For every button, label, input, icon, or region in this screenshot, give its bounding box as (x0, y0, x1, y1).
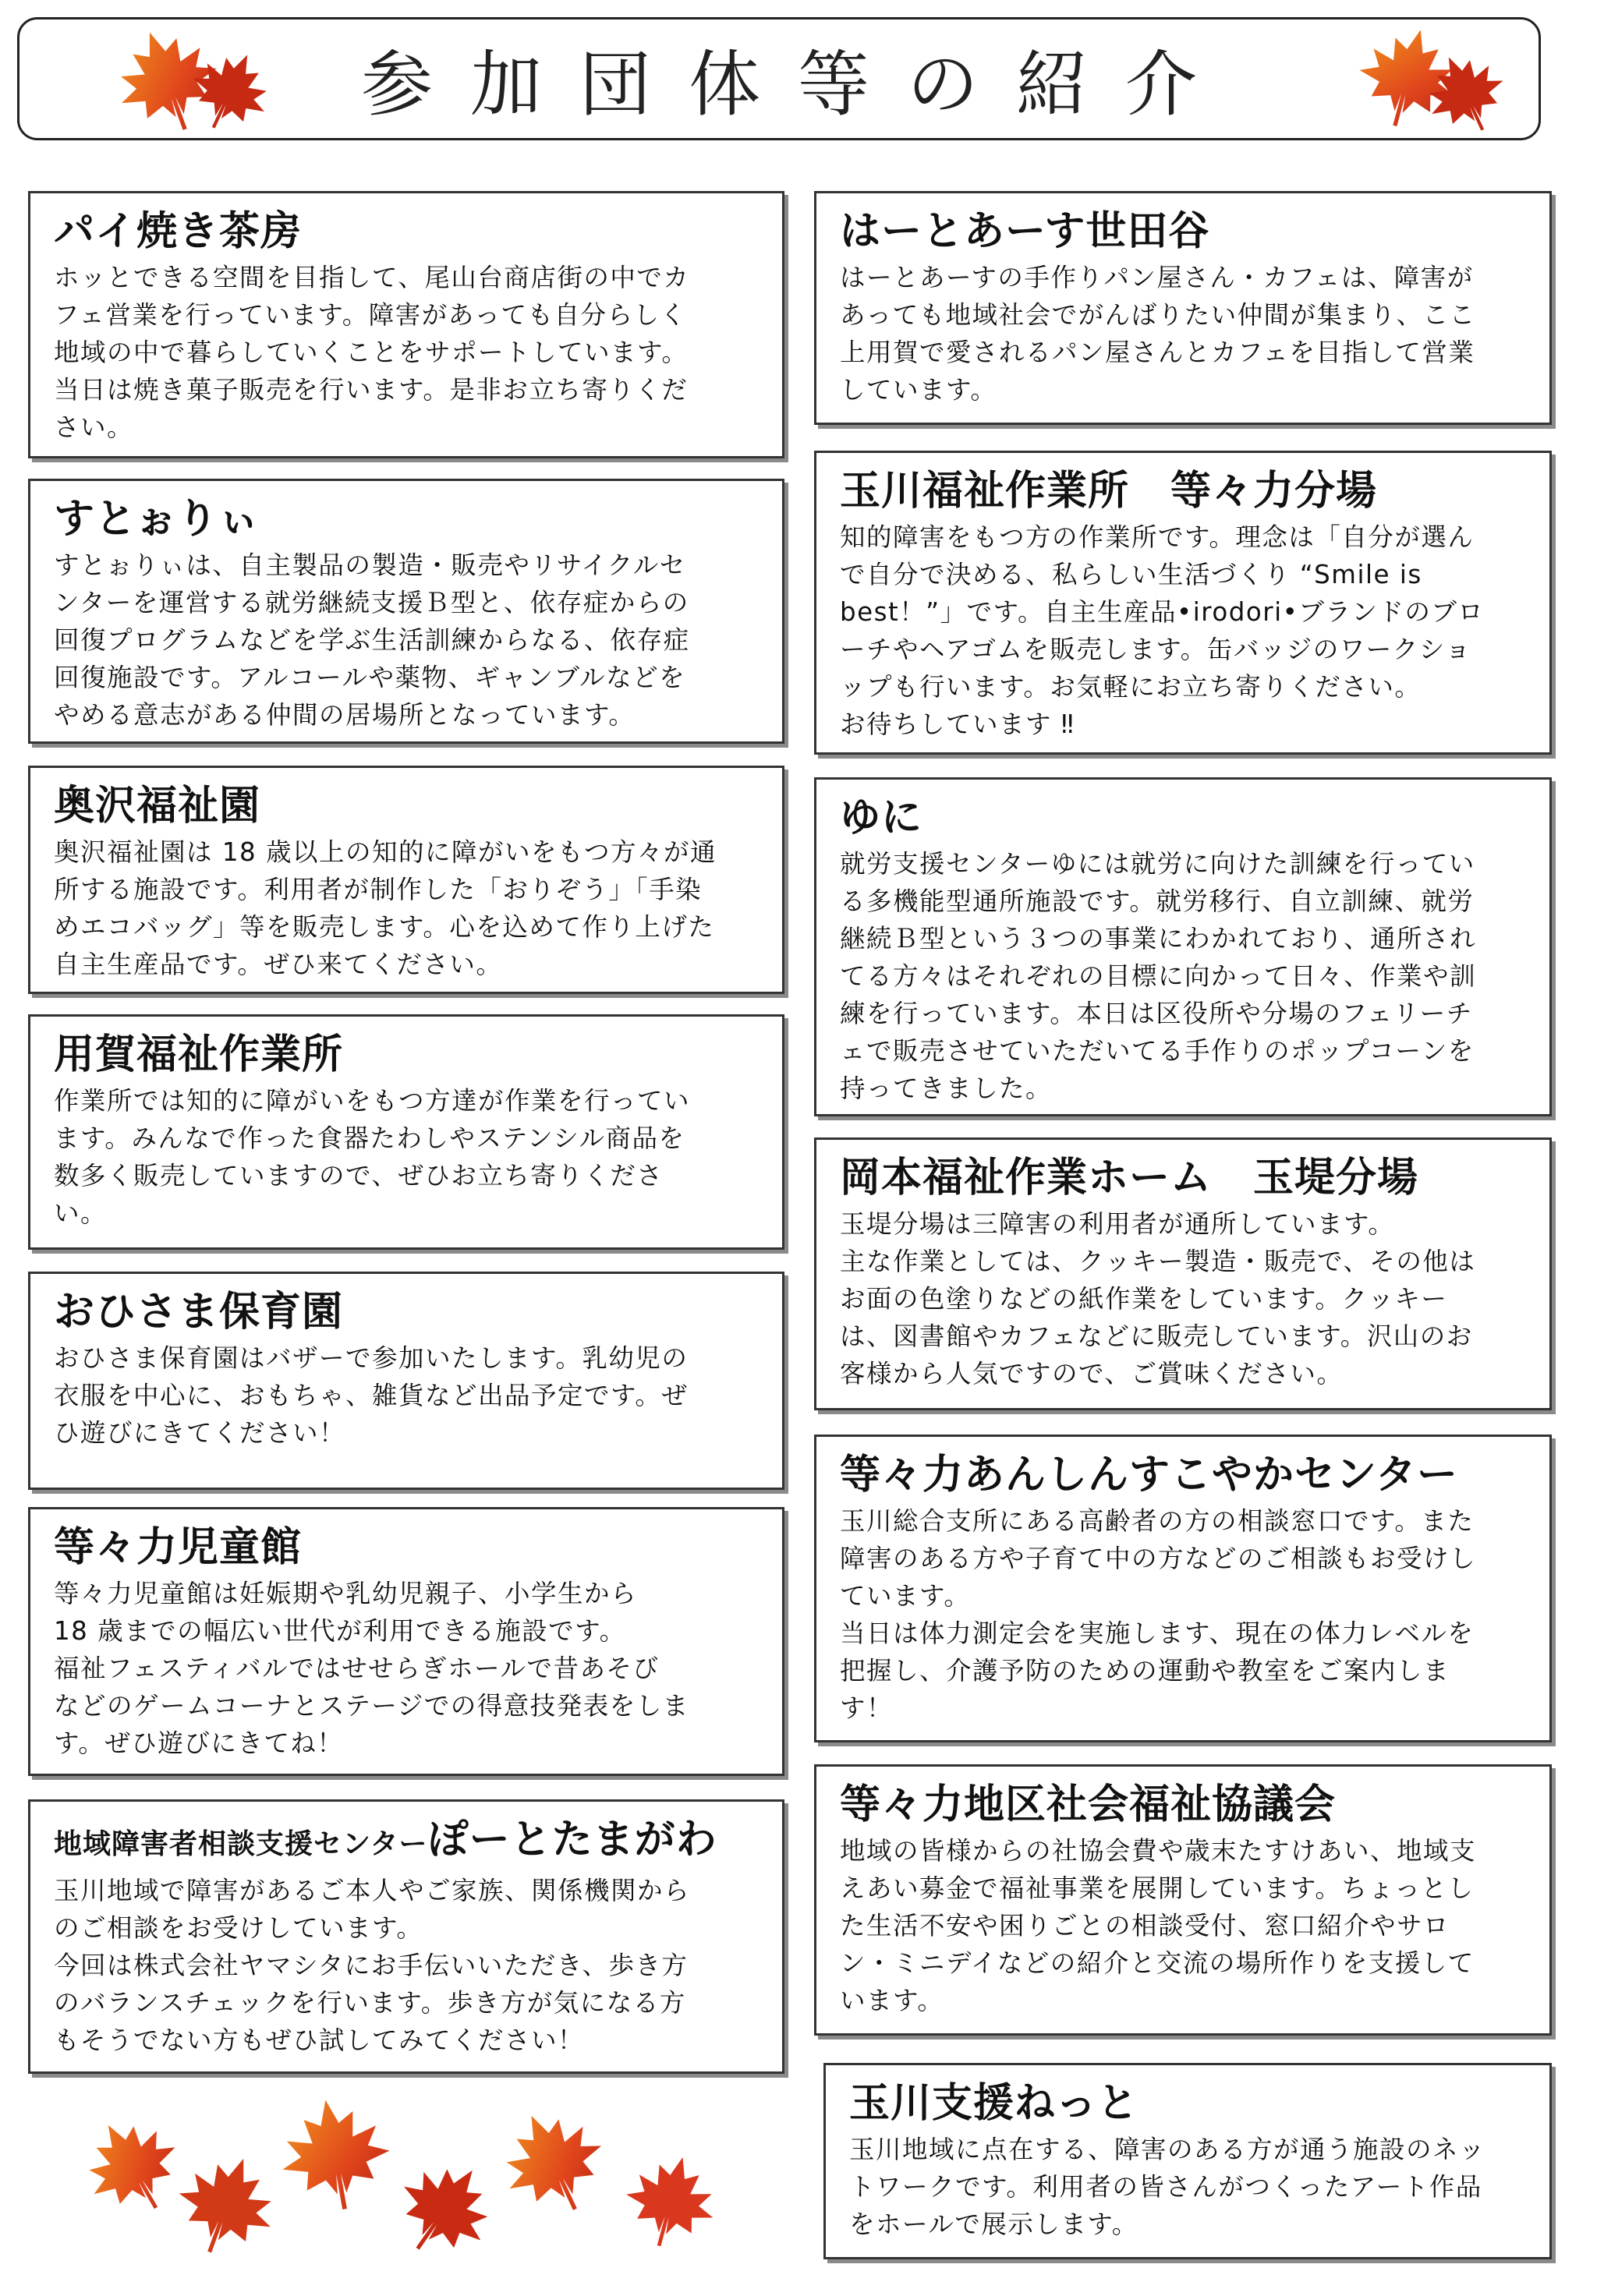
group-description: 等々力児童館は妊娠期や乳幼児親子、小学生から 18 歳までの幅広い世代が利用できる施設です。 福祉フェスティバルではせせらぎホールで昔あそび などのゲームコーナとステージでの得意技発表をしま す。ぜひ遊びにきてね！ (54, 1579, 689, 1758)
group-card (28, 1272, 784, 1490)
group-card (28, 766, 784, 994)
maple-leaf-icon (1330, 23, 1532, 143)
group-card (823, 2063, 1552, 2259)
group-name: はーとあーす世田谷 (840, 208, 1210, 255)
group-description: おひさま保育園はバザーで参加いたします。乳幼児の 衣服を中心に、おもちゃ、雑貨など出品予定です。ぜ ひ遊びにきてください！ (54, 1343, 689, 1448)
group-name: 等々力あんしんすこやかセンター (840, 1452, 1458, 1498)
group-description: すとぉりぃは、自主製品の製造・販売やリサイクルセ ンターを運営する就労継続支援Ｂ型と、依存症からの 回復プログラムなどを学ぶ生活訓練からなる、依存症 回復施設です。アルコールや薬物、ギャンブルなどを やめる意志がある仲間の居場所となっています。 (54, 550, 690, 730)
group-card (814, 777, 1552, 1116)
group-name: ゆに (840, 794, 923, 841)
group-card (28, 191, 784, 458)
group-name-main: ぽーとたまがわ (427, 1817, 717, 1863)
group-name: 等々力地区社会福祉協議会 (840, 1781, 1337, 1828)
group-description: 奥沢福祉園は 18 歳以上の知的に障がいをもつ方々が通 所する施設です。利用者が制作した「おりぞう」「手染 めエコバッグ」等を販売します。心を込めて作り上げた 自主生産品です。ぜひ来てください。 (54, 837, 717, 979)
group-name (54, 1814, 759, 1870)
group-name: 奥沢福祉園 (54, 783, 261, 830)
group-name: 玉川支援ねっと (849, 2080, 1139, 2127)
group-name: 岡本福祉作業ホーム 玉堤分場 (840, 1155, 1419, 1201)
group-description: 玉堤分場は三障害の利用者が通所しています。 主な作業としては、クッキー製造・販売で、その他は お面の色塗りなどの紙作業をしています。クッキー は、図書館やカフェなどに販売しています。沢山のお 客様から人気ですので、ご賞味ください。 (840, 1209, 1476, 1389)
group-description: 玉川地域に点在する、障害のある方が通う施設のネッ トワークです。利用者の皆さんがつくったアート作品 をホールで展示します。 (849, 2135, 1486, 2239)
group-description: ホッとできる空間を目指して、尾山台商店街の中でカ フェ営業を行っています。障害があっても自分らしく 地域の中で暮らしていくことをサポートしています。 当日は焼き菓子販売を行います。是非お立ち寄りくだ さい。 (54, 263, 690, 442)
group-name: 玉川福祉作業所 等々力分場 (840, 468, 1378, 515)
group-description: 玉川総合支所にある高齢者の方の相談窓口です。また 障害のある方や子育て中の方などのご相談もお受けし ています。 当日は体力測定会を実施します、現在の体力レベルを 把握し、介護予防のための運動や教室をご案内しま す！ (840, 1506, 1477, 1723)
group-card (814, 191, 1552, 425)
group-name: すとぉりぃ (54, 496, 260, 543)
group-card (814, 1137, 1552, 1410)
group-card (814, 451, 1552, 755)
group-card (814, 1764, 1552, 2036)
group-description: 就労支援センターゆには就労に向けた訓練を行ってい る多機能型通所施設です。就労移行、自立訓練、就労 継続Ｂ型という３つの事業にわかれており、通所され てる方々はそれぞれの目標に向かって日々、作業や訓 練を行っています。本日は区役所や分場のフェリーチ ェで販売させていただいてる手作りのポップコーンを 持ってきました。 (840, 849, 1477, 1103)
maple-leaf-icon (94, 26, 296, 143)
group-card (814, 1435, 1552, 1742)
group-card (28, 479, 784, 744)
group-name: 等々力児童館 (54, 1524, 303, 1571)
group-card (28, 1507, 784, 1776)
group-description: 作業所では知的に障がいをもつ方達が作業を行ってい ます。みんなで作った食器たわしやステンシル商品を 数多く販売していますので、ぜひお立ち寄りくださ い。 (54, 1086, 691, 1228)
group-description: 知的障害をもつ方の作業所です。理念は「自分が選ん で自分で決める、私らしい生活づくり “Smile is best！”」です。自主生産品•irodori•ブランドのブロ ーチやヘアゴムを販売します。缶バッジのワークショ ップも行います。お気軽にお立ち寄りください。 お待ちしています ‼ (840, 522, 1485, 739)
group-description: 地域の皆様からの社協会費や歳末たすけあい、地域支 えあい募金で福祉事業を展開しています。ちょっとし た生活不安や困りごとの相談受付、窓口紹介やサロ ン・ミニデイなどの紹介と交流の場所作りを支援して います。 (840, 1836, 1477, 2015)
group-card (28, 1799, 784, 2074)
group-description: はーとあーすの手作りパン屋さん・カフェは、障害が あっても地域社会でがんばりたい仲間が集まり、ここ 上用賀で愛されるパン屋さんとカフェを目指して営業 しています。 (840, 263, 1476, 405)
title-banner (17, 17, 1541, 140)
group-name-prefix: 地域障害者相談支援センター (54, 1828, 428, 1860)
group-name: パイ焼き茶房 (54, 208, 303, 255)
maple-leaf-icon (78, 2074, 749, 2277)
group-name: おひさま保育園 (54, 1289, 344, 1336)
group-description: 玉川地域で障害があるご本人やご家族、関係機関から のご相談をお受けしています。 今回は株式会社ヤマシタにお手伝いいただき、歩き方 のバランスチェックを行います。歩き方が気になる方 もそうでない方もぜひ試してみてください！ (54, 1876, 691, 2055)
page-title: 参加団体等の紹介 (360, 43, 1234, 126)
group-card (28, 1014, 784, 1250)
group-name: 用賀福祉作業所 (54, 1031, 344, 1078)
